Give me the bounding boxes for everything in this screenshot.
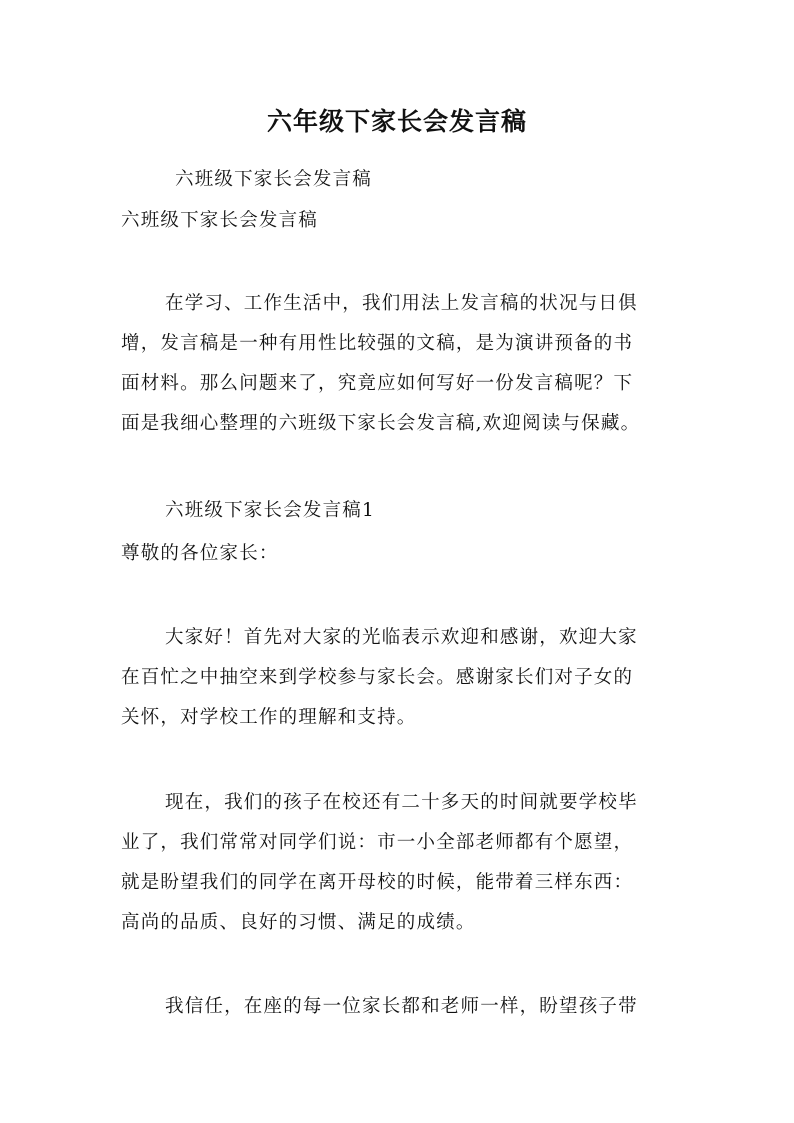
salutation: 尊敬的各位家长： — [121, 543, 279, 564]
paragraph-line: 现在，我们的孩子在校还有二十多天的时间就要学校毕 — [165, 792, 638, 813]
intro-line: 面材料。那么问题来了，究竟应如何写好一份发言稿呢？下 — [121, 373, 634, 394]
intro-line: 面是我细心整理的六班级下家长会发言稿,欢迎阅读与保藏。 — [121, 413, 641, 434]
paragraph-line: 业了，我们常常对同学们说：市一小全部老师都有个愿望， — [121, 832, 634, 853]
paragraph-line: 我信任，在座的每一位家长都和老师一样，盼望孩子带 — [165, 996, 638, 1017]
document-title: 六年级下家长会发言稿 — [266, 107, 527, 136]
paragraph-line: 高尚的品质、良好的习惯、满足的成绩。 — [121, 912, 476, 933]
intro-line: 在学习、工作生活中，我们用法上发言稿的状况与日俱 — [165, 293, 638, 314]
paragraph-line: 就是盼望我们的同学在离开母校的时候，能带着三样东西： — [121, 872, 634, 893]
section-heading: 六班级下家长会发言稿1 — [165, 500, 375, 521]
paragraph-line: 关怀，对学校工作的理解和支持。 — [121, 707, 417, 728]
subtitle-line: 六班级下家长会发言稿 — [121, 210, 319, 231]
subtitle-line: 六班级下家长会发言稿 — [175, 169, 373, 190]
intro-line: 增，发言稿是一种有用性比较强的文稿，是为演讲预备的书 — [121, 333, 634, 354]
paragraph-line: 在百忙之中抽空来到学校参与家长会。感谢家长们对子女的 — [121, 667, 634, 688]
paragraph-line: 大家好！首先对大家的光临表示欢迎和感谢，欢迎大家 — [165, 627, 638, 648]
